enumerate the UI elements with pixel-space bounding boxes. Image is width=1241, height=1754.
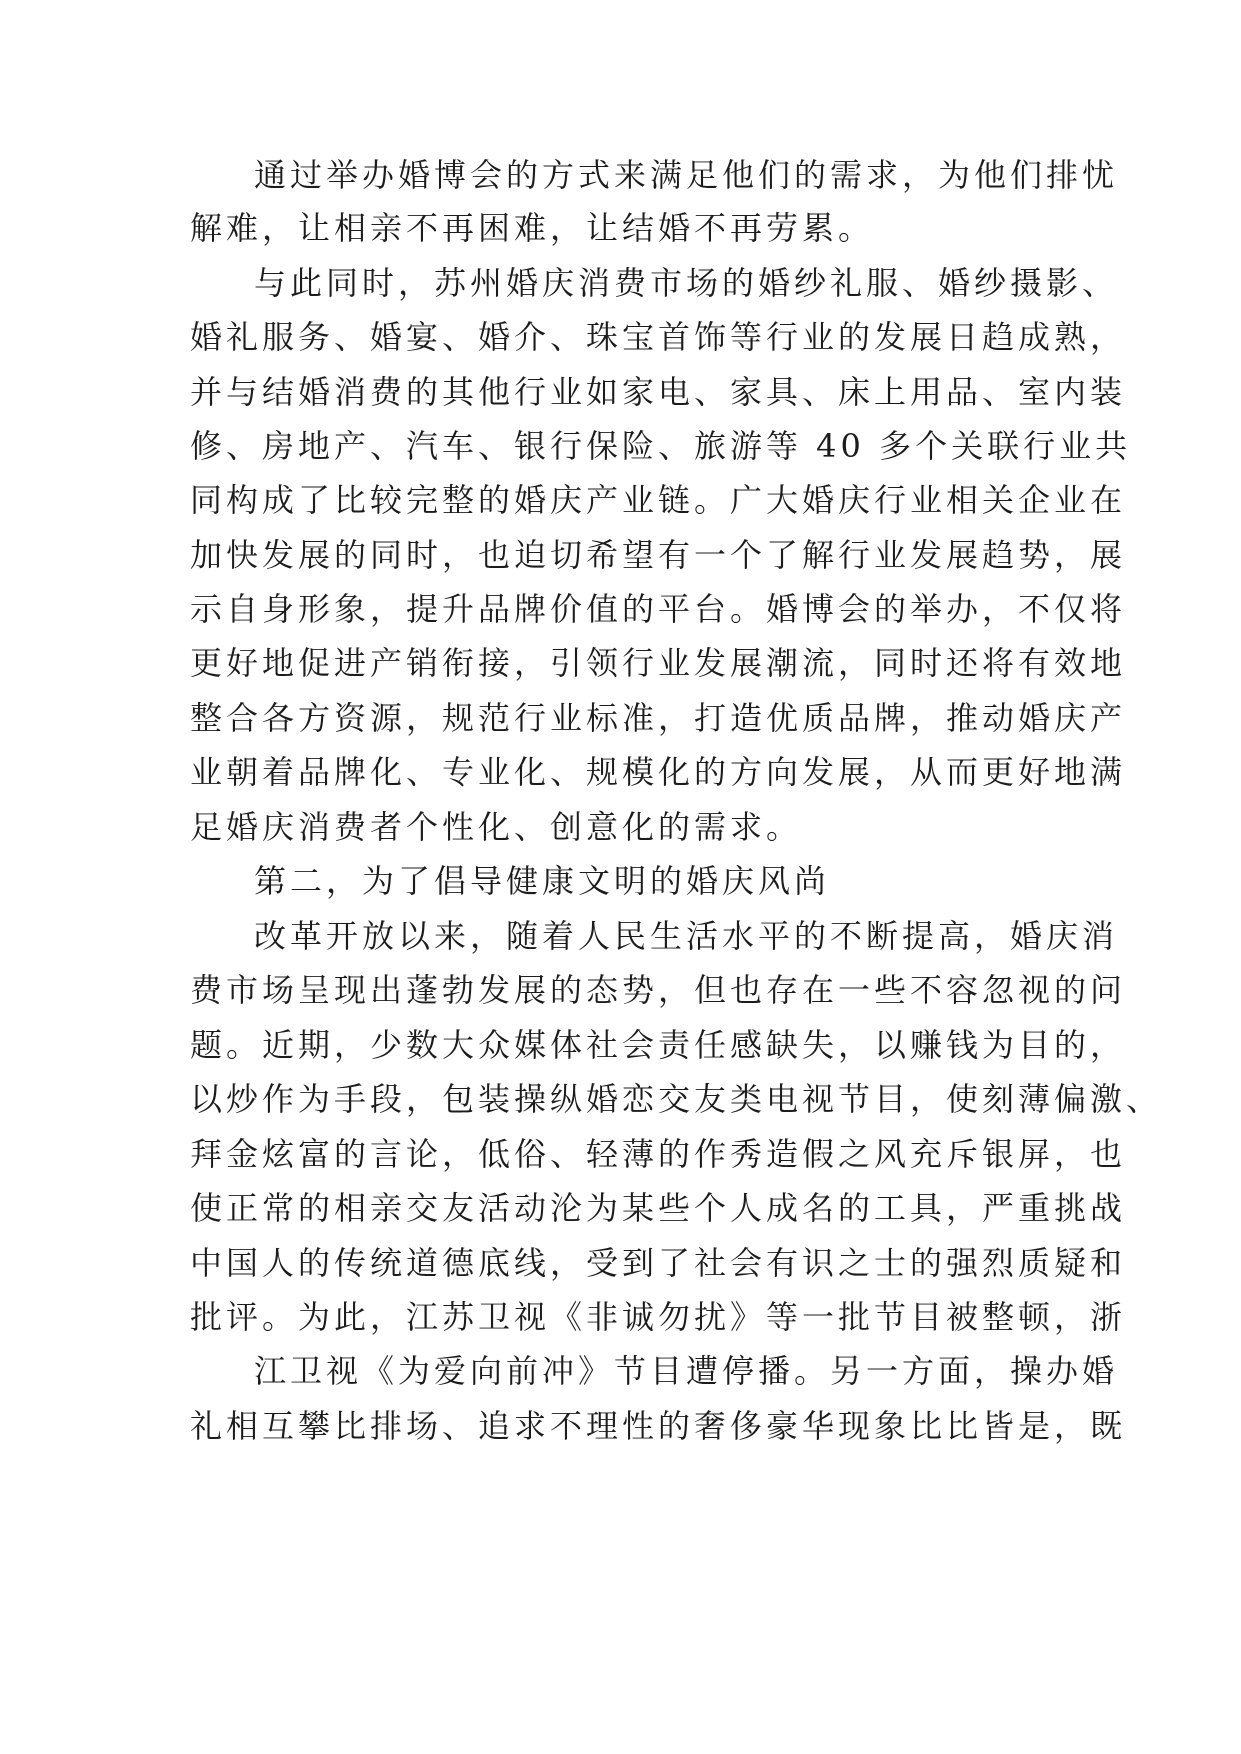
text-line-12: 业朝着品牌化、专业化、规模化的方向发展，从而更好地满: [190, 753, 1127, 791]
text-line-4: 婚礼服务、婚宴、婚介、珠宝首饰等行业的发展日趋成熟，: [190, 318, 1127, 356]
text-line-7: 同构成了比较完整的婚庆产业链。广大婚庆行业相关企业在: [190, 481, 1127, 519]
text-line-18: 以炒作为手段，包装操纵婚恋交友类电视节目，使刻薄偏激、: [190, 1080, 1163, 1118]
text-line-24: 礼相互攀比排场、追求不理性的奢侈豪华现象比比皆是，既: [190, 1407, 1127, 1445]
text-line-3: 与此同时，苏州婚庆消费市场的婚纱礼服、婚纱摄影、: [254, 264, 1119, 302]
text-line-9: 示自身形象，提升品牌价值的平台。婚博会的举办，不仅将: [190, 590, 1127, 628]
text-line-19: 拜金炫富的言论，低俗、轻薄的作秀造假之风充斥银屏，也: [190, 1135, 1127, 1173]
text-line-1: 通过举办婚博会的方式来满足他们的需求，为他们排忧: [254, 156, 1119, 194]
text-line-11: 整合各方资源，规范行业标准，打造优质品牌，推动婚庆产: [190, 699, 1127, 737]
text-line-20: 使正常的相亲交友活动沦为某些个人成名的工具，严重挑战: [190, 1189, 1127, 1227]
text-line-15: 改革开放以来，随着人民生活水平的不断提高，婚庆消: [254, 917, 1119, 955]
text-line-21: 中国人的传统道德底线，受到了社会有识之士的强烈质疑和: [190, 1244, 1127, 1282]
text-line-16: 费市场呈现出蓬勃发展的态势，但也存在一些不容忽视的问: [190, 971, 1127, 1009]
text-line-17: 题。近期，少数大众媒体社会责任感缺失，以赚钱为目的，: [190, 1026, 1127, 1064]
text-line-23: 江卫视《为爱向前冲》节目遭停播。另一方面，操办婚: [254, 1352, 1119, 1390]
section-heading: 第二，为了倡导健康文明的婚庆风尚: [254, 862, 831, 900]
text-line-2: 解难，让相亲不再困难，让结婚不再劳累。: [190, 209, 875, 247]
text-line-6: 修、房地产、汽车、银行保险、旅游等 40 多个关联行业共: [190, 427, 1132, 465]
text-line-22: 批评。为此，江苏卫视《非诚勿扰》等一批节目被整顿，浙: [190, 1298, 1127, 1336]
text-line-13: 足婚庆消费者个性化、创意化的需求。: [190, 808, 803, 846]
text-line-8: 加快发展的同时，也迫切希望有一个了解行业发展趋势，展: [190, 536, 1127, 574]
text-line-5: 并与结婚消费的其他行业如家电、家具、床上用品、室内装: [190, 373, 1127, 411]
text-line-10: 更好地促进产销衔接，引领行业发展潮流，同时还将有效地: [190, 644, 1127, 682]
